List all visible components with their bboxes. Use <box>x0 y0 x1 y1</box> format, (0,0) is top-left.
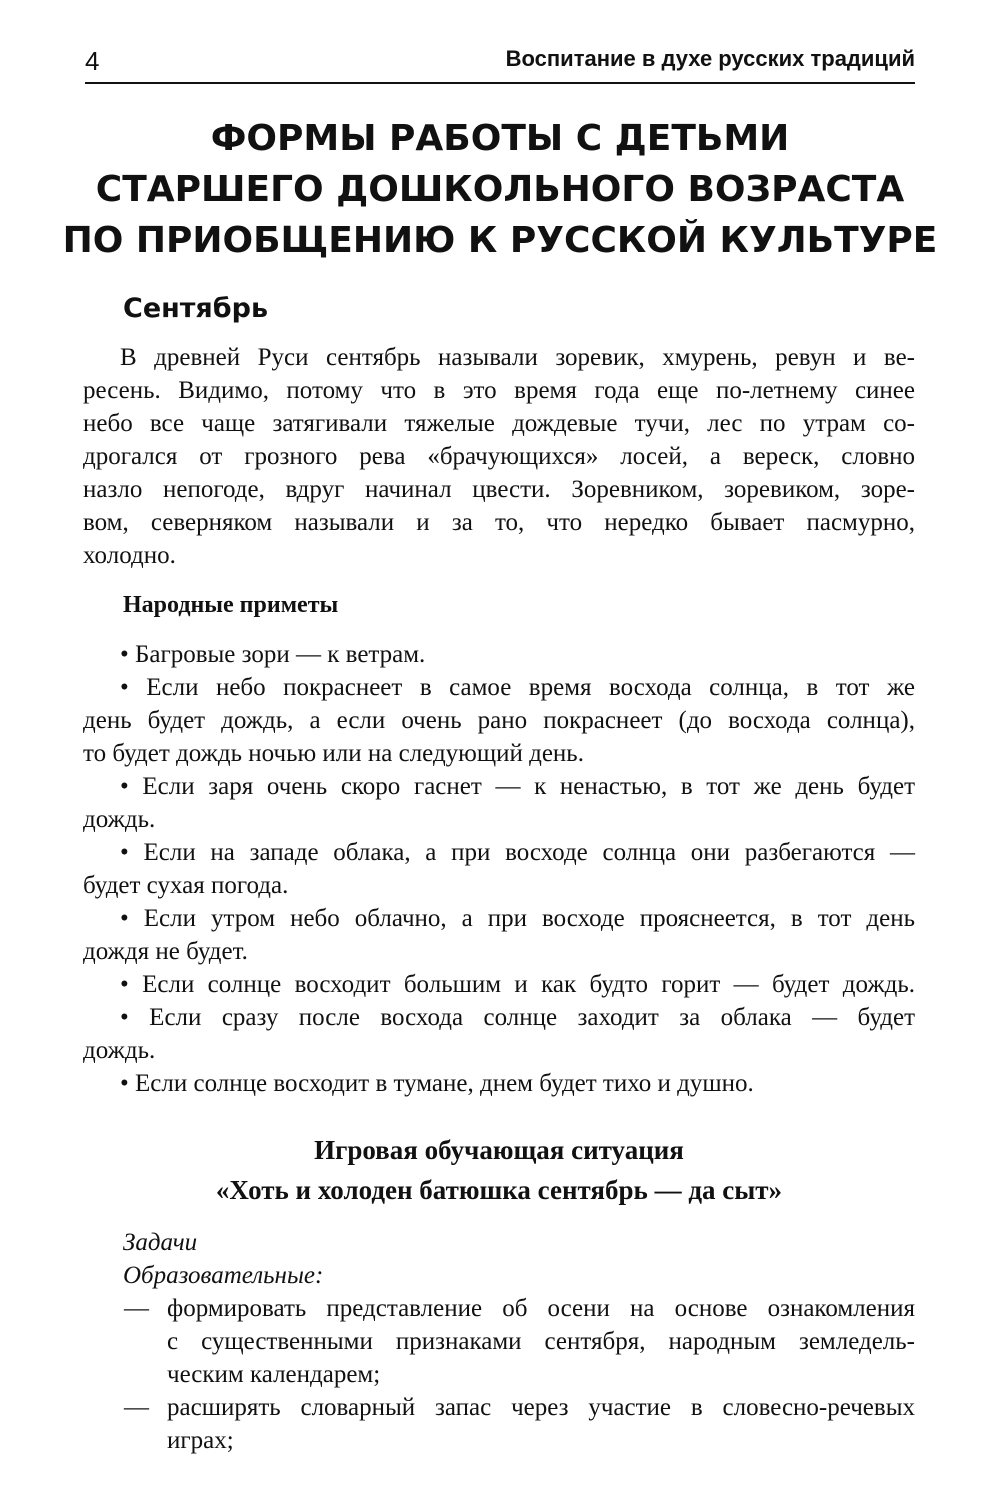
sign-line: то будет дождь ночью или на следующий день. <box>83 740 584 767</box>
task-line: расширять словарный запас через участие в словесно-речевых <box>167 1394 915 1421</box>
dash-mark: — <box>124 1394 149 1421</box>
educational-label: Образовательные: <box>123 1262 324 1289</box>
sign-line: • Багровые зори — к ветрам. <box>120 641 426 668</box>
sign-line: • Если сразу после восхода солнце заходит за облака — будет <box>120 1004 915 1031</box>
chapter-title <box>60 113 940 266</box>
paragraph-line: В древней Руси сентябрь называли зоревик, хмурень, ревун и ве- <box>120 344 915 371</box>
paragraph-line: назло непогоде, вдруг начинал цвести. Зоревником, зоревиком, зоре- <box>83 476 915 503</box>
signs-heading: Народные приметы <box>123 592 339 618</box>
sign-line: будет сухая погода. <box>83 872 289 899</box>
paragraph-line: дрогался от грозного рева «брачующихся» лосей, а вереск, словно <box>83 443 915 470</box>
chapter-title-line: ФОРМЫ РАБОТЫ С ДЕТЬМИ <box>210 118 790 159</box>
game-title <box>83 1130 915 1210</box>
section-heading: Сентябрь <box>123 293 269 324</box>
running-title: Воспитание в духе русских традиций <box>505 46 915 71</box>
sign-line: • Если солнце восходит в тумане, днем будет тихо и душно. <box>120 1070 754 1097</box>
paragraph-line: ресень. Видимо, потому что в это время года еще по-летнему синее <box>83 377 915 404</box>
sign-line: • Если на западе облака, а при восходе солнца они разбегаются — <box>120 839 915 866</box>
dash-mark: — <box>124 1295 149 1322</box>
task-line: играх; <box>167 1427 234 1454</box>
sign-line: дождя не будет. <box>83 938 248 965</box>
paragraph-line: вом, северняком называли и за то, что нередко бывает пасмурно, <box>83 509 915 536</box>
sign-line: • Если заря очень скоро гаснет — к ненастью, в тот же день будет <box>120 773 915 800</box>
intro-paragraph <box>83 341 915 572</box>
task-line: формировать представление об осени на основе ознакомления <box>167 1295 915 1322</box>
sign-line: • Если небо покраснеет в самое время восхода солнца, в тот же <box>120 674 915 701</box>
paragraph-line: холодно. <box>83 542 176 569</box>
task-line: ческим календарем; <box>167 1361 381 1388</box>
running-header <box>85 42 915 84</box>
task-item <box>83 1391 915 1457</box>
sign-line: • Если утром небо облачно, а при восходе прояснеется, в тот день <box>120 905 915 932</box>
tasks-label: Задачи <box>123 1229 198 1256</box>
sign-line: дождь. <box>83 806 156 833</box>
sign-line: дождь. <box>83 1037 156 1064</box>
tasks-block <box>83 1226 915 1457</box>
game-title-line: «Хоть и холоден батюшка сентябрь — да сыт» <box>215 1175 783 1205</box>
chapter-title-line: ПО ПРИОБЩЕНИЮ К РУССКОЙ КУЛЬТУРЕ <box>62 220 938 261</box>
paragraph-line: небо все чаще затягивали тяжелые дождевые тучи, лес по утрам со- <box>83 410 915 437</box>
sign-line: • Если солнце восходит большим и как будто горит — будет дождь. <box>120 971 915 998</box>
signs-list <box>83 638 915 1100</box>
game-title-line: Игровая обучающая ситуация <box>314 1135 684 1165</box>
page-number: 4 <box>85 46 100 76</box>
task-item <box>83 1292 915 1391</box>
sign-line: день будет дождь, а если очень рано покраснеет (до восхода солнца), <box>83 707 915 734</box>
chapter-title-line: СТАРШЕГО ДОШКОЛЬНОГО ВОЗРАСТА <box>95 169 905 210</box>
task-line: с существенными признаками сентября, народным земледель- <box>167 1328 915 1355</box>
